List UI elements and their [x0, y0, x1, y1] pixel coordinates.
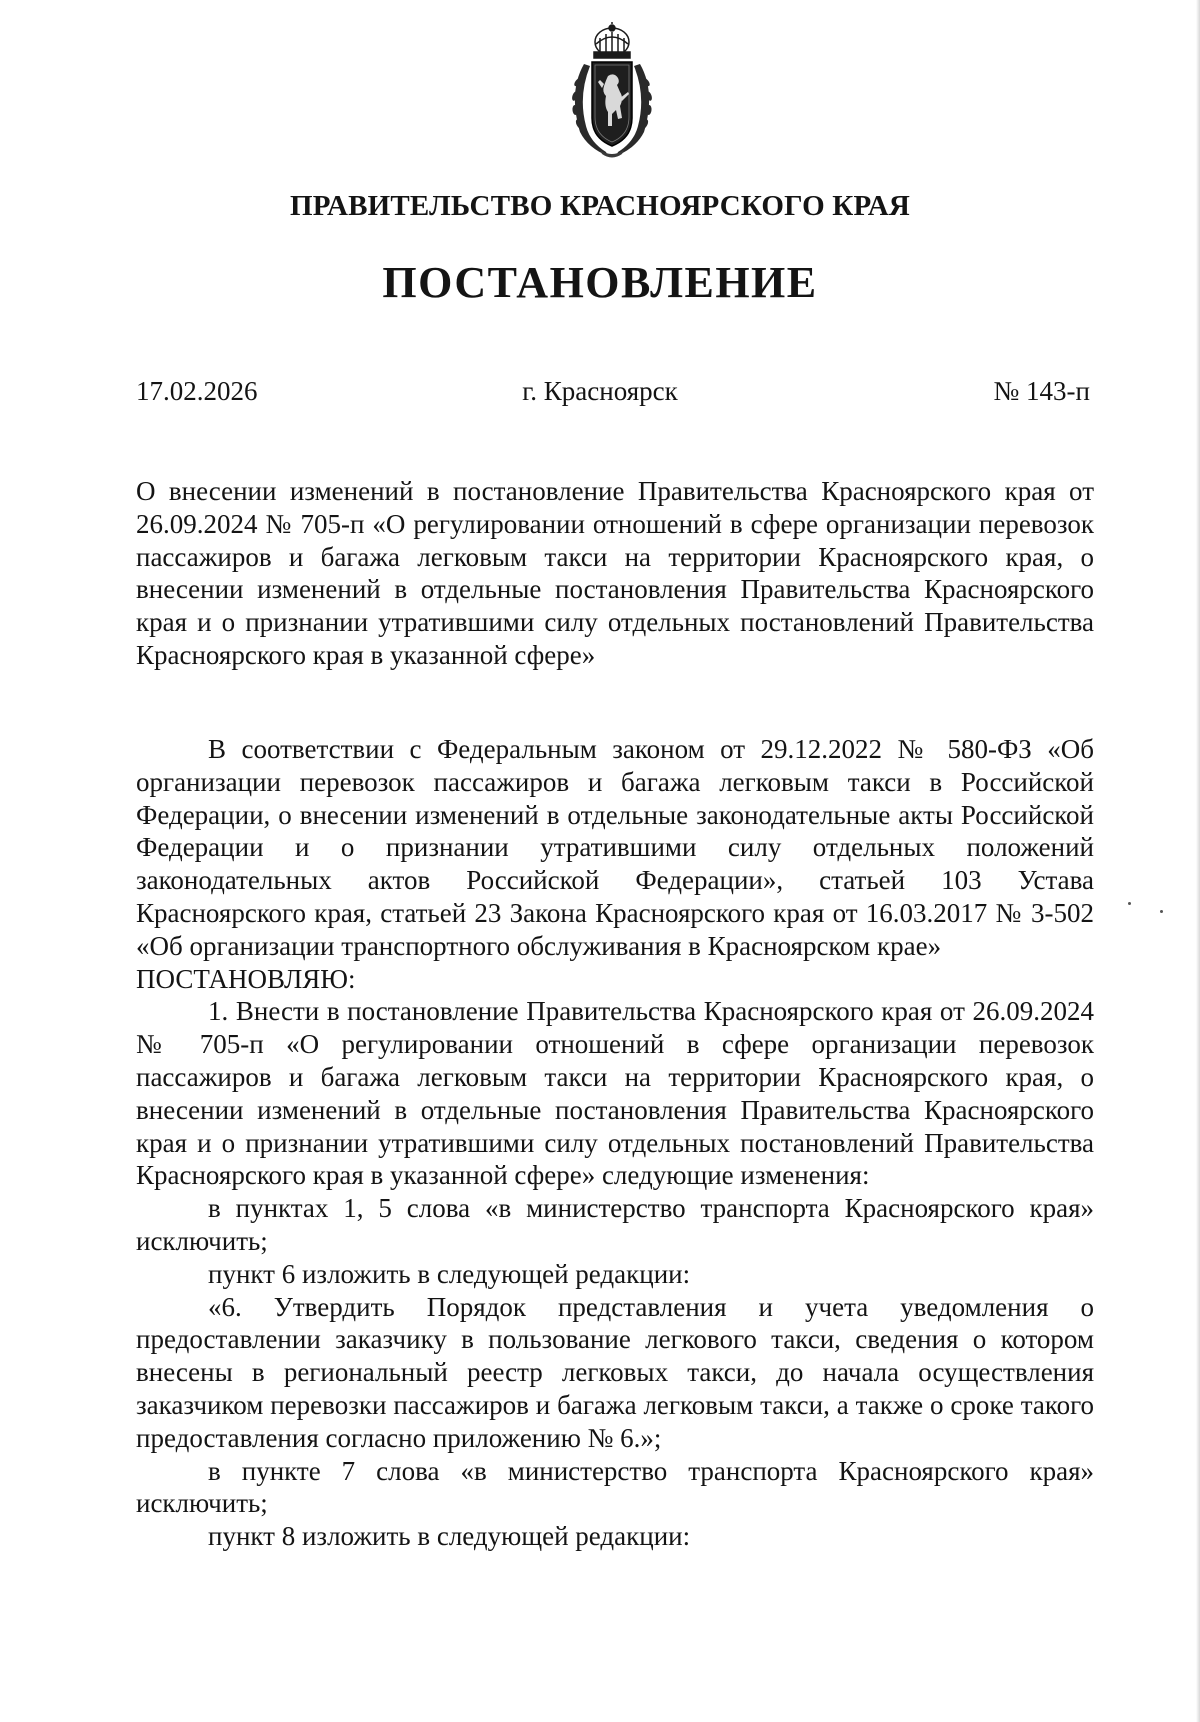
body-paragraph: пункт 8 изложить в следующей редакции:: [208, 1521, 691, 1552]
body-paragraph: в пункте 7 слова «в министерство транспорта Красноярского края» исключить;: [136, 1455, 1094, 1519]
scan-edge-shadow: [1196, 0, 1200, 1722]
body-paragraph: «6. Утвердить Порядок представления и учета уведомления о предоставлении заказчику в пользование легкового такси, сведения о котором внесены в региональный реестр легковых такси, до начала осуществления заказчиком перевозки пассажиров и багажа легковым такси, а также о сроке такого предоставления согласно приложению № 6.»;: [136, 1291, 1094, 1453]
subject-text: О внесении изменений в постановление Правительства Красноярского края от 26.09.2024 № 705-п «О регулировании отношений в сфере организации перевозок пассажиров и багажа легковым такси на территории Красноярского края, о внесении изменений в отдельные постановления Правительства Красноярского края и о признании утратившими силу отдельных постановлений Правительства Красноярского края в указанной сфере»: [136, 476, 1094, 670]
body-paragraph: пункт 6 изложить в следующей редакции:: [208, 1258, 691, 1289]
body-paragraph: 1. Внести в постановление Правительства Красноярского края от 26.09.2024 № 705-п «О регулировании отношений в сфере организации перевозок пассажиров и багажа легковым такси на территории Красноярского края, о внесении изменений в отдельные постановления Правительства Красноярского края и о признании утратившими силу отдельных постановлений Правительства Красноярского края в указанной сфере» следующие изменения:: [136, 996, 1094, 1191]
document-number: № 143-п: [993, 376, 1090, 406]
document-date: 17.02.2026: [136, 376, 258, 406]
organization-title: ПРАВИТЕЛЬСТВО КРАСНОЯРСКОГО КРАЯ: [289, 190, 911, 222]
scan-speck: [1160, 910, 1163, 913]
scan-speck: [1128, 902, 1131, 905]
decree-word: ПОСТАНОВЛЯЮ:: [136, 963, 356, 994]
document-subject: [136, 475, 1094, 672]
preamble-paragraph: В соответствии с Федеральным законом от 29.12.2022 № 580-ФЗ «Об организации перевозок пассажиров и багажа легковым такси в Российской Федерации, о внесении изменений в отдельные законодательные акты Российской Федерации и о признании утратившими силу отдельных положений законодательных актов Российской Федерации», статьей 103 Устава Красноярского края, статьей 23 Закона Красноярского края от 16.03.2017 № 3-502 «Об организации транспортного обслуживания в Красноярском крае»: [136, 734, 1094, 961]
body-paragraph: в пунктах 1, 5 слова «в министерство транспорта Красноярского края» исключить;: [136, 1193, 1094, 1256]
document-type-title: ПОСТАНОВЛЕНИЕ: [382, 258, 818, 307]
document-city: г. Красноярск: [522, 376, 678, 406]
krasnoyarsk-coat-of-arms-icon: [562, 22, 662, 162]
document-body: [136, 733, 1094, 1553]
